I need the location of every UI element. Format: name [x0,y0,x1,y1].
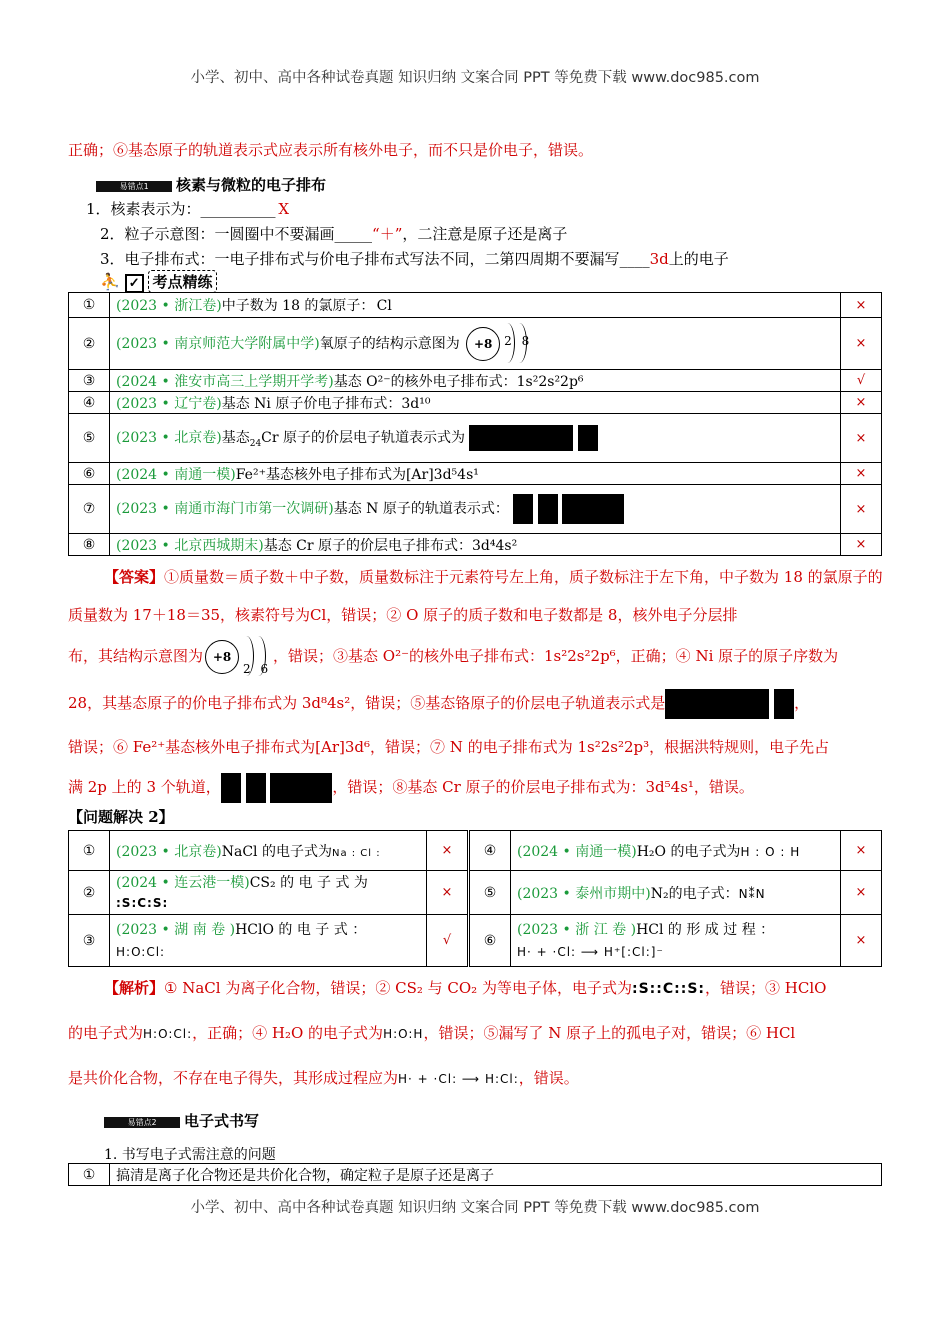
section2-heading [104,1110,259,1131]
hcl-formation-formula: H· + ·Cl: ⟶ H⁺[:Cl:]⁻ [517,944,664,959]
oxygen-atom-diagram [464,323,534,365]
row-source: (2023 • 北京卷) [116,843,222,860]
answer-label: 【答案】 [104,568,165,586]
table-row [69,534,882,556]
table-row [69,318,882,370]
point3-answer: 3d [649,250,669,268]
row-text: 中子数为 18 的氯原子： [221,297,375,314]
problem2-label: 【问题解决 2】 [68,808,174,826]
row-number: ① [69,1164,110,1186]
row-number: ② [69,871,110,915]
row-text: HClO 的 电 子 式 ： [235,921,367,938]
row-source: (2023 • 浙江卷) [116,297,222,314]
answer-p5b: ，错误；⑧基态 Cr 原子的价层电子排布式为：3d⁵4s¹，错误。 [332,778,754,796]
row-text: CS₂ 的 电 子 式 为 [249,874,368,891]
section2-table [68,1163,882,1186]
row-tail: Cl [376,297,392,314]
analysis-p1: ① NaCl 为离子化合物，错误；② CS₂ 与 CO₂ 为等电子体，电子式为 [164,979,632,997]
row-number: ③ [69,915,110,967]
analysis-block [68,966,883,1101]
row-number: ⑥ [69,463,110,485]
analysis-hcl-formula: H· + ·Cl: ⟶ H:Cl: [398,1072,519,1086]
answer-block [68,558,883,808]
runner-icon: ⛹ [100,272,120,291]
row-mark: × [841,534,882,556]
table-row [69,293,882,318]
table-row [69,915,882,967]
answer-p4: 错误；⑥ Fe²⁺基态核外电子排布式为[Ar]3d⁶，错误；⑦ N 的电子排布式为 1s²2s²2p³，根据洪特规则，电子先占 [68,738,830,756]
row-number: ⑤ [469,871,511,915]
row-mark: × [841,463,882,485]
point1-blank: __________ [200,200,276,218]
hclo-formula: H:O:Cl: [116,944,166,959]
row-number: ⑥ [469,915,511,967]
oxygen-ion-diagram: +8 2 6 [203,636,273,678]
section1-heading [96,174,326,195]
analysis-cs2-formula: :S::C::S: [631,981,706,997]
row-source: (2023 • 北京卷) [116,430,222,446]
row-number: ① [69,293,110,318]
kaodian-label: 考点精练 [148,270,216,293]
analysis-p2b: ，正确；④ H₂O 的电子式为 [192,1024,384,1042]
nacl-formula: Na : Cl : [331,847,381,859]
analysis-p3b: ，错误。 [518,1069,579,1087]
analysis-hclo-formula: H:O:Cl: [143,1027,193,1041]
row-text: 氧原子的结构示意图为 [319,335,460,352]
orbital-diagram-3d [469,425,573,451]
point1-symbol: X [278,200,290,218]
row-number: ① [69,831,110,871]
point2-prefix: 2．粒子示意图：一圆圈中不要漏画 [100,225,335,243]
answer-orbital-2s [246,773,266,803]
row-number: ④ [69,392,110,414]
table-row [69,871,882,915]
row-source: (2024 • 连云港一模) [116,874,250,891]
row-source: (2023 • 泰州市期中) [517,885,651,902]
row-mark: × [841,414,882,463]
analysis-p2c: ，错误；⑤漏写了 N 原子上的孤电子对，错误；⑥ HCl [423,1024,796,1042]
row-source: (2024 • 淮安市高三上学期开学考) [116,373,334,390]
page-header: 小学、初中、高中各种试卷真题 知识归纳 文案合同 PPT 等免费下载 www.doc985.com [190,70,760,86]
row-mark: × [427,831,469,871]
practice-table [68,292,882,556]
row-text: 基态 Cr 原子的价层电子排布式：3d⁴4s² [263,537,518,554]
section2-title: 电子式书写 [184,1112,260,1130]
row-tail: Cr 原子的价层电子轨道表示式为 [261,430,466,446]
analysis-label: 【解析】 [104,979,165,997]
n2-formula: N⁑N [738,886,766,901]
row-mark: √ [427,915,469,967]
row-mark: × [427,871,469,915]
row-text: 基态 O²⁻的核外电子排布式：1s²2s²2p⁶ [333,373,584,390]
answer-p2a: 布，其结构示意图为 [68,647,204,665]
row-text: 搞清是离子化合物还是共价化合物，确定粒子是原子还是离子 [110,1164,882,1186]
kaodian-banner [100,270,217,292]
answer-p5a: 满 2p 上的 3 个轨道， [68,778,221,796]
point2-blank: _____ [334,225,373,243]
section1-tag: 易错点1 [96,181,172,192]
row-source: (2023 • 北京西城期末) [116,537,264,554]
point3-blank: ____ [619,250,650,268]
answer-orbital-1s [221,773,241,803]
row-text: NaCl 的电子式为 [221,843,332,860]
row-source: (2023 • 湖 南 卷 ) [116,921,236,938]
cs2-formula: :S:C:S: [116,895,169,910]
analysis-p2a: 的电子式为 [68,1024,144,1042]
row-mark: √ [841,370,882,392]
row-number: ⑤ [69,414,110,463]
point3-suffix: 上的电子 [668,250,729,268]
row-source: (2024 • 南通一模) [517,843,637,860]
row-mark: × [841,318,882,370]
row-mark: × [841,831,882,871]
atom-core: +8 [466,327,500,361]
point2-suffix: ，二注意是原子还是离子 [402,225,568,243]
row-mark: × [841,485,882,534]
table-row [69,463,882,485]
row-mark: × [841,915,882,967]
answer-p1: ①质量数＝质子数＋中子数，质量数标注于元素符号左上角，质子数标注于左下角，中子数为 18 的氯原子的质量数为 17＋18＝35，核素符号为 [68,568,883,624]
point3-prefix: 3．电子排布式：一电子排布式与价电子排布式写法不同，二第四周期不要漏写 [100,250,620,268]
table-row [69,392,882,414]
orbital-diagram-2s [538,494,558,524]
atom-shells: 2 8 [504,333,533,348]
table-row [69,485,882,534]
row-source: (2023 • 南京师范大学附属中学) [116,335,320,352]
answer-p3: 28，其基态原子的价电子排布式为 3d⁸4s²，错误；⑤基态铬原子的价层电子轨道表示式是 [68,694,666,712]
table-row [69,831,882,871]
answer-p2b: ，错误；③基态 O²⁻的核外电子排布式：1s²2s²2p⁶，正确；④ Ni 原子的原子序数为 [273,647,839,665]
row-source: (2023 • 辽宁卷) [116,395,222,412]
row-text: HCl 的 形 成 过 程 ： [636,921,775,938]
row-source: (2023 • 浙 江 卷 ) [517,921,637,938]
answer-p3b: ， [794,694,810,712]
row-number: ③ [69,370,110,392]
section1-point1 [86,198,289,219]
row-source: (2024 • 南通一模) [116,466,236,483]
row-text: Fe²⁺基态核外电子排布式为[Ar]3d⁵4s¹ [235,466,479,483]
orbital-diagram-1s [513,494,533,524]
row-source: (2023 • 南通市海门市第一次调研) [116,501,334,517]
table-row [69,370,882,392]
orbital-diagram-2p [562,494,624,524]
section1-point3 [100,248,729,269]
row-text: 基态 N 原子的轨道表示式： [333,501,509,517]
orbital-diagram-4s [578,425,598,451]
analysis-p1b: ，错误；③ HClO [705,979,827,997]
analysis-h2o-formula: H:O:H [383,1027,424,1041]
row-number: ② [69,318,110,370]
section2-tag: 易错点2 [104,1117,180,1128]
table-row [69,1164,882,1186]
row-number: ④ [469,831,511,871]
row-mark: × [841,871,882,915]
answer-orbital-3d [665,689,769,719]
h2o-formula: H : O : H [740,844,801,859]
row-mark: × [841,392,882,414]
page-footer: 小学、初中、高中各种试卷真题 知识归纳 文案合同 PPT 等免费下载 www.doc985.com [190,1200,760,1216]
electron-formula-table [68,830,882,967]
checkbox-icon: ✓ [125,274,144,293]
answer-p1b: Cl，错误；② O 原子的质子数和电子数都是 8，核外电子分层排 [310,606,738,624]
point1-prefix: 1．核素表示为： [86,200,201,218]
intro-text: 正确；⑥基态原子的轨道表示式应表示所有核外电子，而不只是价电子，错误。 [68,141,594,159]
section2-subtitle: 1. 书写电子式需注意的问题 [104,1147,276,1163]
point2-plus: “＋” [372,225,403,243]
row-text: N₂的电子式： [650,885,739,902]
row-mark: × [841,293,882,318]
ion-shells: 2 6 [243,662,272,676]
row-text: 基态 Ni 原子价电子排布式：3d¹⁰ [221,395,431,412]
row-text: 基态 [221,430,250,446]
cr-subscript: 24 [249,438,262,449]
section1-point2 [100,223,567,244]
row-text: H₂O 的电子式为 [636,843,741,860]
table-row [69,414,882,463]
row-number: ⑦ [69,485,110,534]
answer-orbital-4s [774,689,794,719]
answer-orbital-2p [270,773,332,803]
section1-title: 核素与微粒的电子排布 [176,176,327,194]
row-number: ⑧ [69,534,110,556]
analysis-p3a: 是共价化合物，不存在电子得失，其形成过程应为 [68,1069,399,1087]
